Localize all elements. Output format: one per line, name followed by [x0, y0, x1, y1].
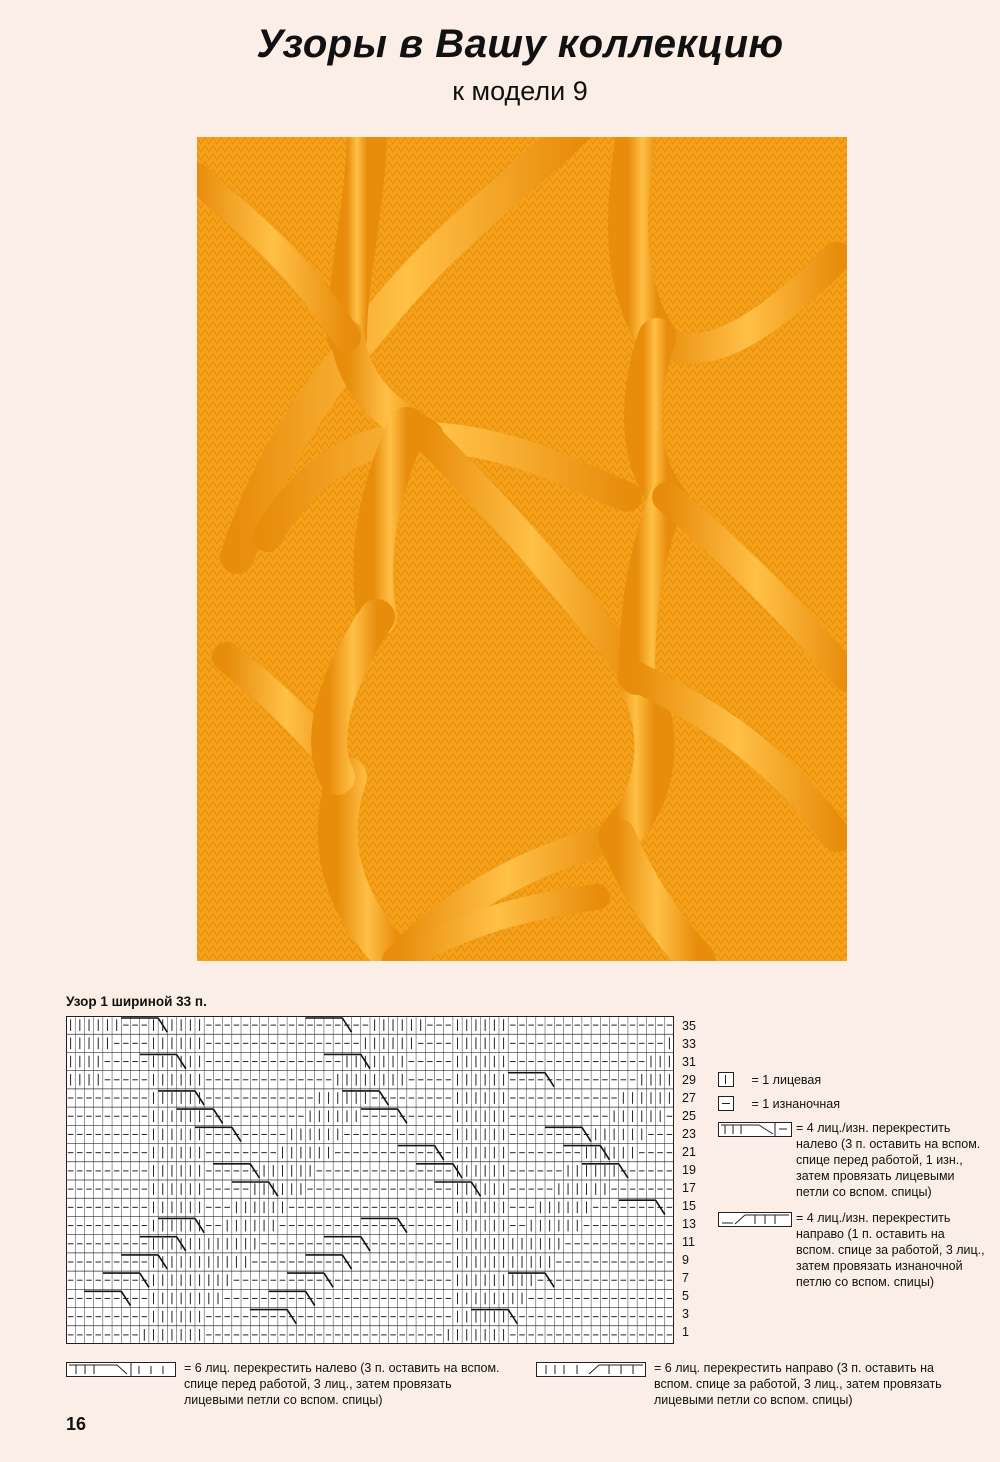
- row-number: 23: [682, 1127, 696, 1141]
- cross-right-4-symbol-icon: [718, 1212, 792, 1227]
- page-subtitle: к модели 9: [452, 76, 588, 106]
- page-title: Узоры в Вашу коллекцию: [256, 22, 784, 66]
- row-number: 1: [682, 1325, 689, 1339]
- cross-left-4-symbol-icon: [718, 1122, 792, 1137]
- row-number: 7: [682, 1271, 689, 1285]
- row-number: 17: [682, 1181, 696, 1195]
- row-number: 25: [682, 1109, 696, 1123]
- knit-symbol-icon: [718, 1072, 734, 1087]
- row-number: 31: [682, 1055, 696, 1069]
- row-number: 29: [682, 1073, 696, 1087]
- page-number: 16: [66, 1414, 87, 1434]
- row-numbers: [682, 1016, 712, 1344]
- purl-symbol-icon: [718, 1096, 734, 1111]
- knitting-chart: [66, 1016, 674, 1344]
- legend-cross-left-6: = 6 лиц. перекрестить налево (3 п. оставить на вспом. спице перед работой, 3 лиц., затем провязать лицевыми петли со вспом. спицы): [66, 1360, 506, 1408]
- legend-cross-left-4: = 4 лиц./изн. перекрестить налево (3 п. оставить на вспом. спице перед работой, 1 изн., затем провязать лицевыми петли со вспом. спицы): [718, 1120, 988, 1200]
- knitted-cable-fabric-image: [197, 137, 847, 961]
- row-number: 3: [682, 1307, 689, 1321]
- cross-left-6-symbol-icon: [66, 1362, 176, 1377]
- cross-right-6-symbol-icon: [536, 1362, 646, 1377]
- row-number: 19: [682, 1163, 696, 1177]
- legend-knit: = 1 лицевая: [718, 1072, 988, 1088]
- row-number: 21: [682, 1145, 696, 1159]
- row-number: 5: [682, 1289, 689, 1303]
- legend-purl: = 1 изнаночная: [718, 1096, 988, 1112]
- legend-cross-right-4: = 4 лиц./изн. перекрестить направо (1 п. оставить на вспом. спице за работой, 3 лиц., затем провязать изнаночной петлю со вспом. спицы): [718, 1210, 988, 1290]
- row-number: 27: [682, 1091, 696, 1105]
- row-number: 35: [682, 1019, 696, 1033]
- legend-cross-right-6: = 6 лиц. перекрестить направо (3 п. оставить на вспом. спице за работой, 3 лиц., затем провязать лицевыми петли со вспом. спицы): [536, 1360, 976, 1408]
- chart-title: Узор 1 шириной 33 п.: [66, 994, 207, 1009]
- row-number: 13: [682, 1217, 696, 1231]
- legend: [718, 1072, 988, 1298]
- row-number: 9: [682, 1253, 689, 1267]
- row-number: 15: [682, 1199, 696, 1213]
- row-number: 11: [682, 1235, 695, 1249]
- row-number: 33: [682, 1037, 696, 1051]
